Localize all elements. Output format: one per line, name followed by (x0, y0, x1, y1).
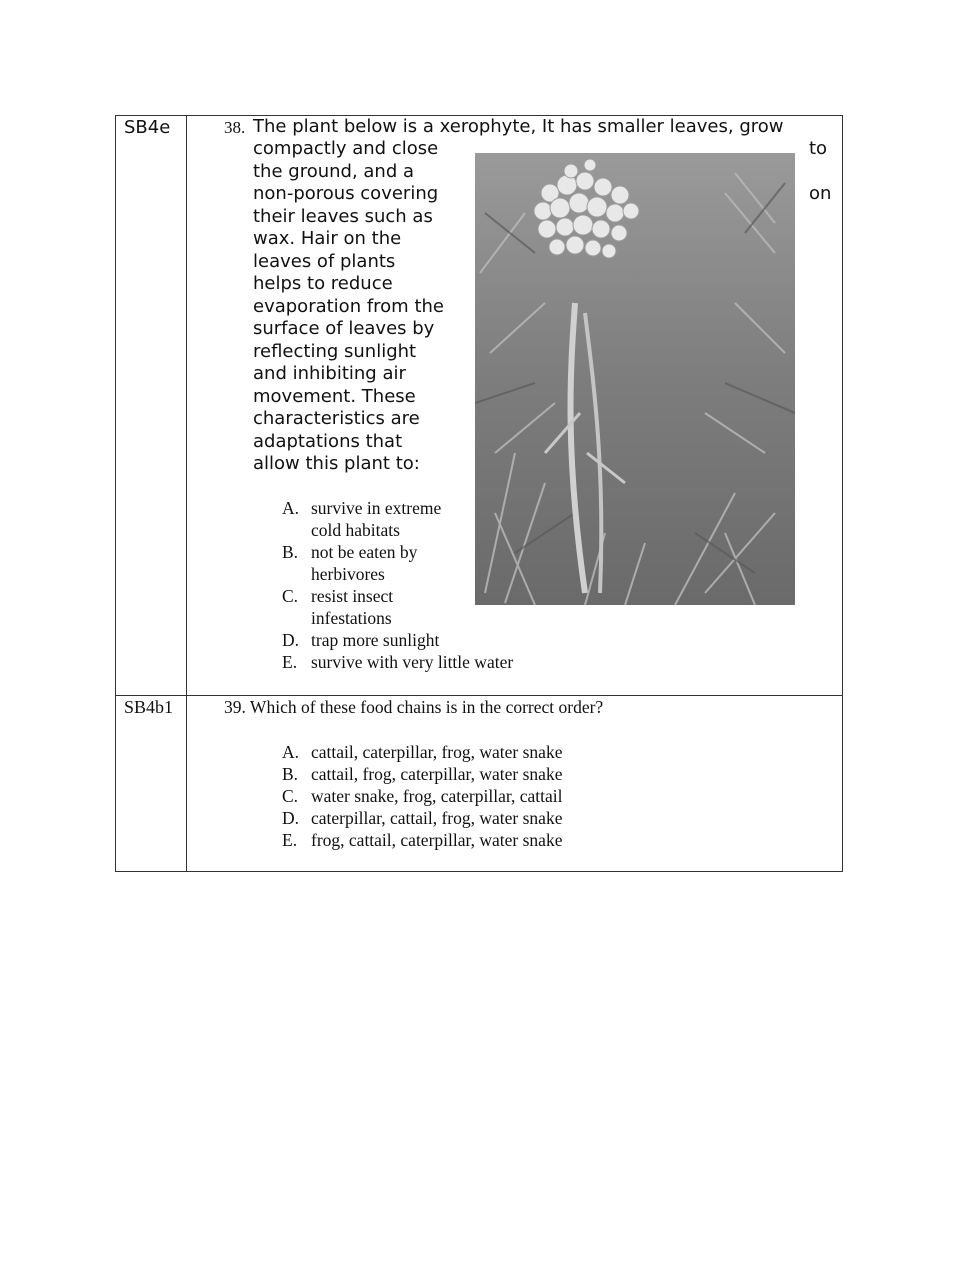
option-d (282, 629, 513, 651)
option-letter: E. (282, 652, 298, 672)
question-38-stem-line-1: The plant below is a xerophyte, It has smaller leaves, grow (253, 116, 784, 137)
option-text-cont: herbivores (311, 564, 385, 584)
option-letter: E. (282, 830, 298, 850)
option-letter: D. (282, 808, 300, 828)
option-text-cont: infestations (311, 608, 392, 628)
stem-line: and inhibiting air (253, 363, 406, 384)
stem-line: reflecting sunlight (253, 340, 417, 362)
stem-line: adaptations that (253, 430, 403, 452)
stem-line: allow this plant to: (253, 453, 420, 474)
question-39-options (282, 741, 562, 851)
standard-code-39: SB4b1 (124, 697, 174, 717)
option-letter: B. (282, 764, 299, 784)
option-text: survive in extreme (311, 498, 442, 518)
option-text: water snake, frog, caterpillar, cattail (311, 786, 563, 806)
option-text: cattail, frog, caterpillar, water snake (311, 764, 563, 784)
option-e (282, 651, 513, 673)
stem-line: surface of leaves by (253, 318, 435, 339)
option-c (282, 785, 562, 807)
option-letter: B. (282, 542, 299, 562)
stem-line: their leaves such as (253, 205, 433, 227)
stem-line: non-porous covering (253, 183, 439, 204)
option-letter: A. (282, 742, 300, 762)
row-divider (115, 695, 843, 696)
stem-line: evaporation from the (253, 295, 444, 317)
option-text: frog, cattail, caterpillar, water snake (311, 830, 563, 850)
option-text: cattail, caterpillar, frog, water snake (311, 742, 563, 762)
option-letter: C. (282, 786, 299, 806)
stem-line: leaves of plants (253, 250, 396, 272)
question-number-38: 38. (224, 118, 246, 137)
standard-code-38: SB4e (124, 117, 171, 138)
option-d (282, 807, 562, 829)
question-38-stem-word-on: on (809, 183, 832, 204)
option-letter: A. (282, 498, 300, 518)
option-letter: D. (282, 630, 300, 650)
option-text: resist insect (311, 586, 394, 606)
option-text: caterpillar, cattail, frog, water snake (311, 808, 563, 828)
stem-line: the ground, and a (253, 160, 415, 182)
stem-line: movement. These (253, 385, 416, 407)
option-text-cont: cold habitats (311, 520, 400, 540)
stem-line: helps to reduce (253, 273, 393, 294)
option-text: survive with very little water (311, 652, 514, 672)
question-39-stem: 39. Which of these food chains is in the correct order? (224, 697, 604, 717)
column-divider (186, 115, 187, 872)
stem-line: wax. Hair on the (253, 228, 402, 249)
option-a (282, 741, 562, 763)
stem-line: characteristics are (253, 408, 420, 429)
option-text: not be eaten by (311, 542, 418, 562)
xerophyte-plant-photo (475, 153, 795, 605)
question-38-stem-word-to: to (809, 138, 828, 159)
question-38-stem (253, 138, 444, 476)
option-e (282, 829, 562, 851)
option-text: trap more sunlight (311, 630, 440, 650)
option-letter: C. (282, 586, 299, 606)
option-b (282, 763, 562, 785)
stem-line: compactly and close (253, 138, 439, 159)
